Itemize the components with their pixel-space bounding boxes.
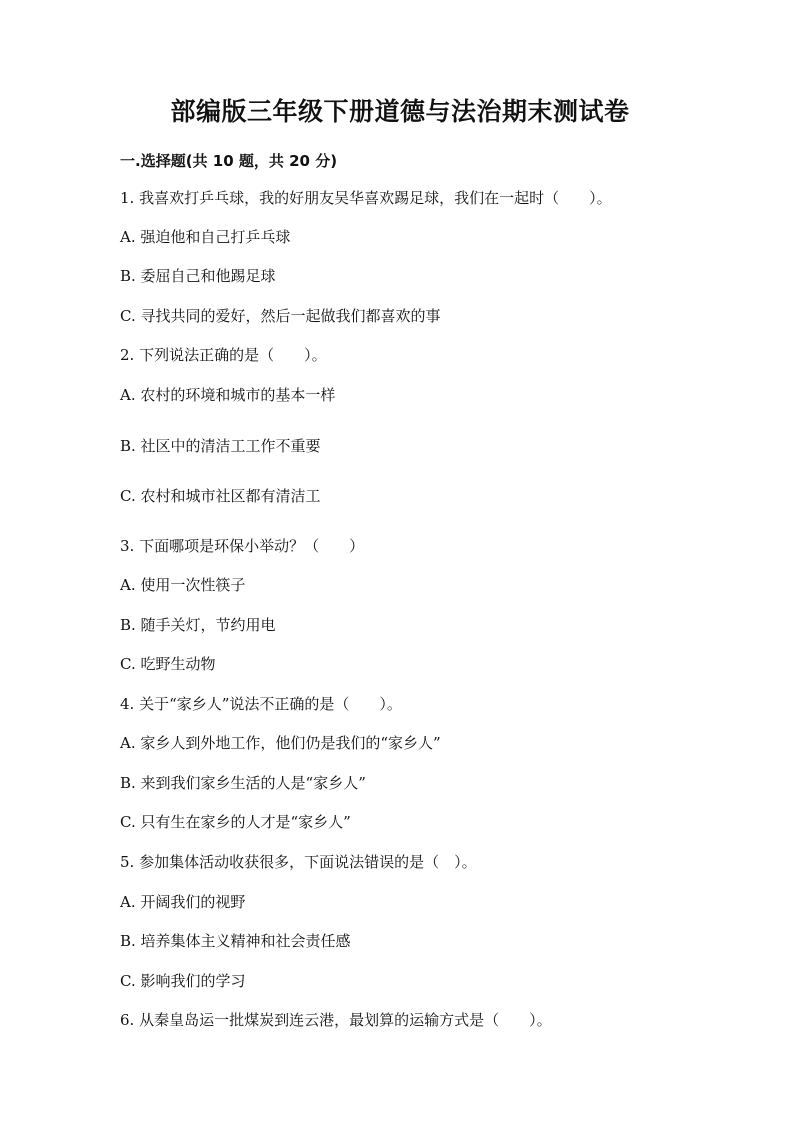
question-4-stem: 4. 关于“家乡人”说法不正确的是（ ）。 [120, 695, 402, 713]
question-5-stem: 5. 参加集体活动收获很多，下面说法错误的是（ ）。 [120, 853, 477, 871]
question-4-option-c: C. 只有生在家乡的人才是“家乡人” [120, 813, 351, 831]
question-3-option-c: C. 吃野生动物 [120, 655, 216, 673]
question-2-stem: 2. 下列说法正确的是（ ）。 [120, 346, 327, 364]
question-5-option-b: B. 培养集体主义精神和社会责任感 [120, 932, 351, 950]
question-1-option-b: B. 委屈自己和他踢足球 [120, 267, 276, 285]
question-2-option-b: B. 社区中的清洁工工作不重要 [120, 437, 321, 455]
question-1-option-c: C. 寻找共同的爱好，然后一起做我们都喜欢的事 [120, 307, 441, 325]
question-1-stem: 1. 我喜欢打乒乓球，我的好朋友吴华喜欢踢足球，我们在一起时（ ）。 [120, 189, 612, 207]
question-2-option-a: A. 农村的环境和城市的基本一样 [120, 386, 336, 404]
question-1-option-a: A. 强迫他和自己打乒乓球 [120, 228, 291, 246]
page-title: 部编版三年级下册道德与法治期末测试卷 [170, 97, 630, 126]
question-3-stem: 3. 下面哪项是环保小举动？（ ） [120, 537, 365, 555]
question-5-option-c: C. 影响我们的学习 [120, 972, 246, 990]
question-4-option-b: B. 来到我们家乡生活的人是“家乡人” [120, 774, 366, 792]
question-3-option-b: B. 随手关灯，节约用电 [120, 616, 276, 634]
section-heading: 一.选择题(共 10 题，共 20 分) [120, 152, 338, 170]
question-5-option-a: A. 开阔我们的视野 [120, 893, 246, 911]
question-4-option-a: A. 家乡人到外地工作，他们仍是我们的“家乡人” [120, 734, 441, 752]
question-2-option-c: C. 农村和城市社区都有清洁工 [120, 487, 321, 505]
question-6-stem: 6. 从秦皇岛运一批煤炭到连云港，最划算的运输方式是（ ）。 [120, 1011, 552, 1029]
question-3-option-a: A. 使用一次性筷子 [120, 576, 246, 594]
